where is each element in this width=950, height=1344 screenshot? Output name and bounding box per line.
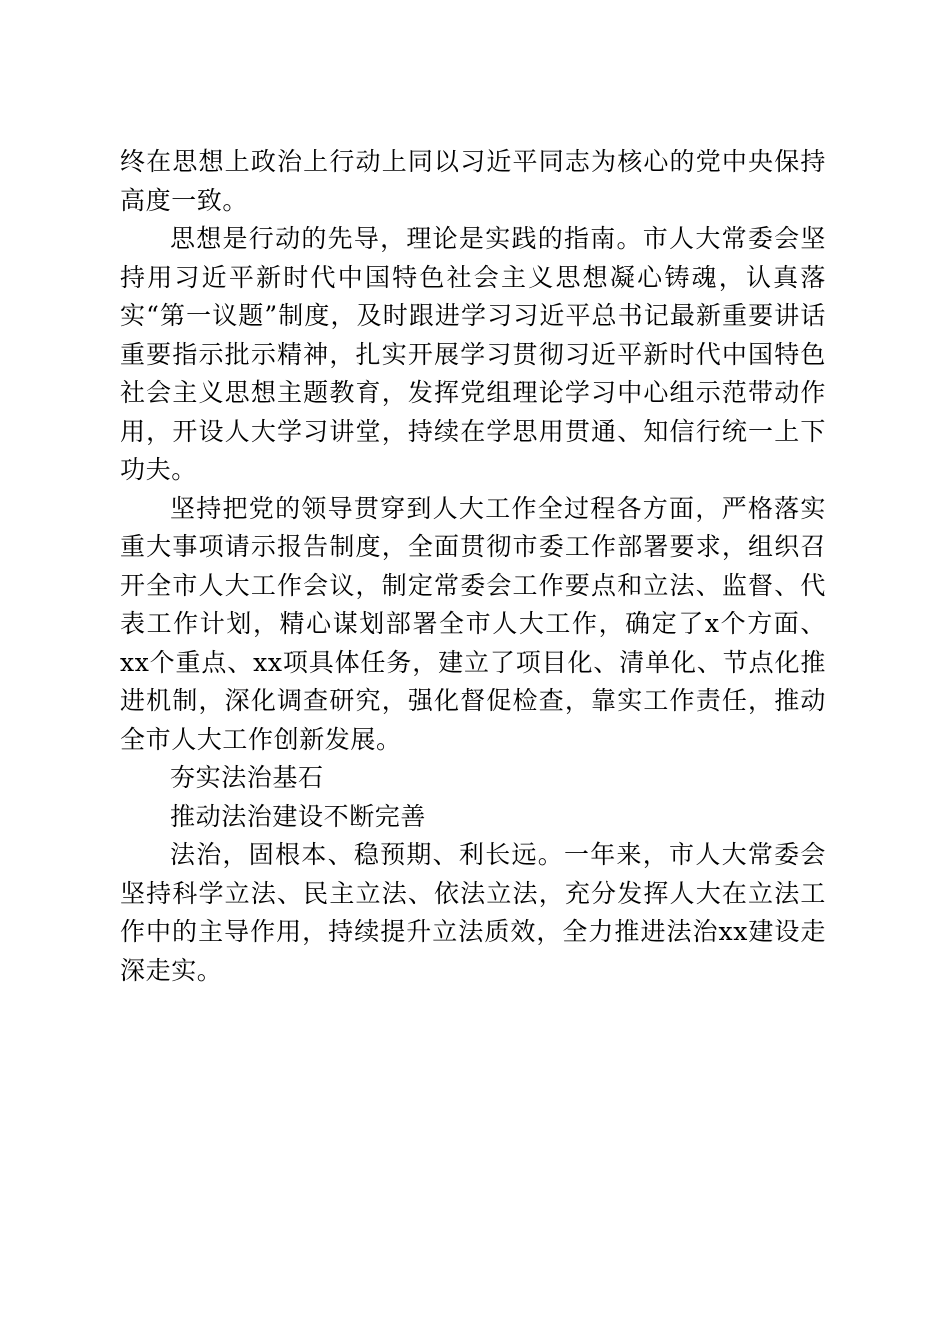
paragraph-continuation: 终在思想上政治上行动上同以习近平同志为核心的党中央保持高度一致。 — [120, 147, 826, 215]
paragraph-legislation: 法治，固根本、稳预期、利长远。一年来，市人大常委会坚持科学立法、民主立法、依法立法，充分发挥人大在立法工作中的主导作用，持续提升立法质效，全力推进法治xx建设走深走实。 — [120, 840, 826, 985]
paragraph-party-leadership: 坚持把党的领导贯穿到人大工作全过程各方面，严格落实重大事项请示报告制度，全面贯彻市委工作部署要求，组织召开全市人大工作会议，制定常委会工作要点和立法、监督、代表工作计划，精心谋划部署全市人大工作，确定了x个方面、xx个重点、xx项具体任务，建立了项目化、清单化、节点化推进机制，深化调查研究，强化督促检查，靠实工作责任，推动全市人大工作创新发展。 — [120, 493, 826, 754]
document-body — [120, 143, 826, 990]
section-heading-rule-of-law: 夯实法治基石 — [170, 763, 324, 792]
paragraph-theory-study: 思想是行动的先导，理论是实践的指南。市人大常委会坚持用习近平新时代中国特色社会主义思想凝心铸魂，认真落实“第一议题”制度，及时跟进学习习近平总书记最新重要讲话重要指示批示精神，扎实开展学习贯彻习近平新时代中国特色社会主义思想主题教育，发挥党组理论学习中心组示范带动作用，开设人大学习讲堂，持续在学思用贯通、知信行统一上下功夫。 — [120, 224, 826, 484]
section-subheading-rule-of-law: 推动法治建设不断完善 — [170, 801, 427, 831]
